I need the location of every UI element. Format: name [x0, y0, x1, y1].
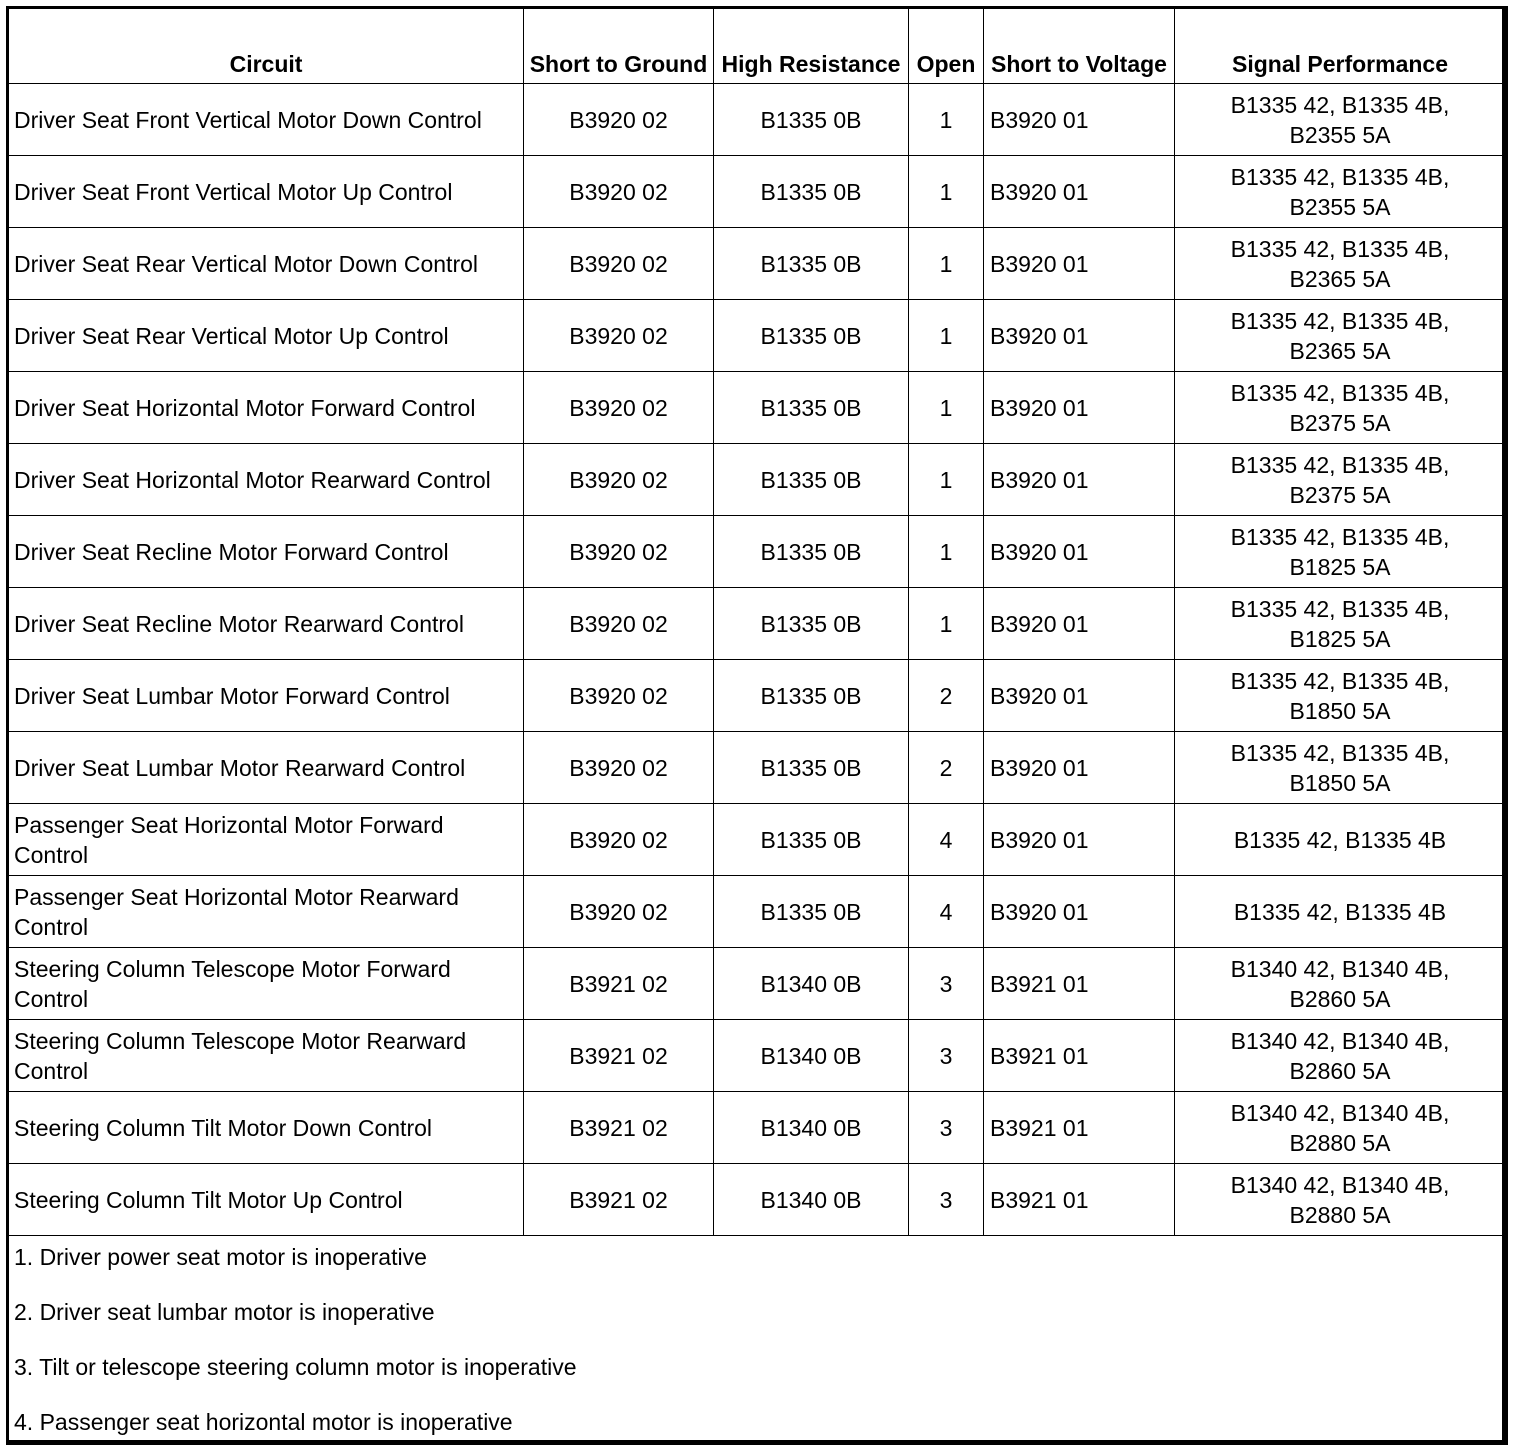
cell-short-to-ground: B3920 02: [524, 84, 714, 156]
cell-open: 1: [909, 84, 984, 156]
cell-short-to-voltage: B3921 01: [984, 1164, 1175, 1236]
cell-circuit: Driver Seat Rear Vertical Motor Down Control: [8, 228, 524, 300]
cell-open: 2: [909, 660, 984, 732]
cell-high-resistance: B1335 0B: [714, 444, 909, 516]
cell-short-to-voltage: B3920 01: [984, 84, 1175, 156]
cell-open: 1: [909, 228, 984, 300]
cell-signal-performance: B1335 42, B1335 4B, B2365 5A: [1175, 228, 1507, 300]
cell-high-resistance: B1340 0B: [714, 1164, 909, 1236]
cell-high-resistance: B1335 0B: [714, 516, 909, 588]
cell-signal-performance: B1335 42, B1335 4B, B2355 5A: [1175, 84, 1507, 156]
cell-short-to-ground: B3920 02: [524, 300, 714, 372]
cell-short-to-ground: B3920 02: [524, 228, 714, 300]
table-row: [8, 84, 1507, 156]
table-row: [8, 1092, 1507, 1164]
cell-signal-performance: B1335 42, B1335 4B, B1825 5A: [1175, 516, 1507, 588]
cell-short-to-voltage: B3920 01: [984, 372, 1175, 444]
cell-short-to-ground: B3921 02: [524, 1164, 714, 1236]
cell-short-to-ground: B3920 02: [524, 804, 714, 876]
table-row: [8, 1164, 1507, 1236]
cell-short-to-voltage: B3920 01: [984, 156, 1175, 228]
cell-high-resistance: B1335 0B: [714, 228, 909, 300]
cell-open: 3: [909, 1020, 984, 1092]
cell-open: 3: [909, 1164, 984, 1236]
cell-short-to-voltage: B3920 01: [984, 804, 1175, 876]
cell-circuit: Driver Seat Front Vertical Motor Down Control: [8, 84, 524, 156]
cell-circuit: Steering Column Tilt Motor Down Control: [8, 1092, 524, 1164]
cell-short-to-ground: B3920 02: [524, 516, 714, 588]
header-short-to-ground: Short to Ground: [524, 8, 714, 84]
cell-high-resistance: B1335 0B: [714, 732, 909, 804]
header-open: Open: [909, 8, 984, 84]
cell-open: 1: [909, 300, 984, 372]
cell-signal-performance: B1335 42, B1335 4B, B2365 5A: [1175, 300, 1507, 372]
cell-short-to-ground: B3920 02: [524, 156, 714, 228]
cell-signal-performance: B1340 42, B1340 4B, B2880 5A: [1175, 1164, 1507, 1236]
cell-short-to-ground: B3921 02: [524, 1092, 714, 1164]
cell-circuit: Steering Column Telescope Motor Forward Control: [8, 948, 524, 1020]
cell-short-to-voltage: B3920 01: [984, 588, 1175, 660]
cell-circuit: Driver Seat Horizontal Motor Forward Control: [8, 372, 524, 444]
note-3: 3. Tilt or telescope steering column motor is inoperative: [14, 1354, 577, 1380]
cell-circuit: Driver Seat Front Vertical Motor Up Control: [8, 156, 524, 228]
table-row: [8, 156, 1507, 228]
table-row: [8, 588, 1507, 660]
cell-signal-performance: B1340 42, B1340 4B, B2860 5A: [1175, 1020, 1507, 1092]
cell-open: 3: [909, 948, 984, 1020]
cell-high-resistance: B1340 0B: [714, 948, 909, 1020]
cell-short-to-voltage: B3920 01: [984, 228, 1175, 300]
cell-short-to-voltage: B3920 01: [984, 300, 1175, 372]
cell-open: 1: [909, 372, 984, 444]
cell-short-to-ground: B3921 02: [524, 948, 714, 1020]
table-row: [8, 948, 1507, 1020]
cell-open: 2: [909, 732, 984, 804]
cell-short-to-voltage: B3920 01: [984, 732, 1175, 804]
cell-circuit: Driver Seat Recline Motor Rearward Control: [8, 588, 524, 660]
table-header-row: [8, 8, 1507, 84]
header-signal-performance: Signal Performance: [1175, 8, 1507, 84]
cell-short-to-voltage: B3920 01: [984, 660, 1175, 732]
cell-open: 1: [909, 588, 984, 660]
note-1: 1. Driver power seat motor is inoperative: [14, 1244, 427, 1270]
cell-signal-performance: B1335 42, B1335 4B, B2375 5A: [1175, 444, 1507, 516]
cell-high-resistance: B1335 0B: [714, 300, 909, 372]
cell-open: 3: [909, 1092, 984, 1164]
cell-high-resistance: B1335 0B: [714, 660, 909, 732]
cell-short-to-voltage: B3921 01: [984, 948, 1175, 1020]
cell-short-to-voltage: B3921 01: [984, 1092, 1175, 1164]
cell-high-resistance: B1335 0B: [714, 84, 909, 156]
circuit-dtc-table: [6, 6, 1508, 1445]
table-row: [8, 444, 1507, 516]
cell-short-to-voltage: B3920 01: [984, 876, 1175, 948]
cell-high-resistance: B1340 0B: [714, 1092, 909, 1164]
cell-high-resistance: B1335 0B: [714, 804, 909, 876]
cell-open: 4: [909, 804, 984, 876]
cell-short-to-voltage: B3920 01: [984, 444, 1175, 516]
cell-short-to-ground: B3920 02: [524, 732, 714, 804]
cell-short-to-ground: B3920 02: [524, 372, 714, 444]
cell-short-to-voltage: B3921 01: [984, 1020, 1175, 1092]
cell-high-resistance: B1340 0B: [714, 1020, 909, 1092]
cell-high-resistance: B1335 0B: [714, 876, 909, 948]
cell-signal-performance: B1335 42, B1335 4B, B1850 5A: [1175, 660, 1507, 732]
table-row: [8, 516, 1507, 588]
table-row: [8, 1020, 1507, 1092]
cell-short-to-ground: B3920 02: [524, 444, 714, 516]
cell-circuit: Driver Seat Recline Motor Forward Control: [8, 516, 524, 588]
header-high-resistance: High Resistance: [714, 8, 909, 84]
cell-signal-performance: B1340 42, B1340 4B, B2860 5A: [1175, 948, 1507, 1020]
cell-signal-performance: B1340 42, B1340 4B, B2880 5A: [1175, 1092, 1507, 1164]
table-row: [8, 804, 1507, 876]
cell-short-to-ground: B3920 02: [524, 876, 714, 948]
header-short-to-voltage: Short to Voltage: [984, 8, 1175, 84]
header-circuit: Circuit: [8, 8, 524, 84]
cell-high-resistance: B1335 0B: [714, 156, 909, 228]
cell-open: 1: [909, 444, 984, 516]
cell-circuit: Passenger Seat Horizontal Motor Rearward Control: [8, 876, 524, 948]
cell-short-to-ground: B3920 02: [524, 660, 714, 732]
cell-signal-performance: B1335 42, B1335 4B, B1825 5A: [1175, 588, 1507, 660]
cell-circuit: Driver Seat Horizontal Motor Rearward Control: [8, 444, 524, 516]
cell-open: 4: [909, 876, 984, 948]
table-row: [8, 660, 1507, 732]
cell-circuit: Passenger Seat Horizontal Motor Forward Control: [8, 804, 524, 876]
dtc-table-sheet: [6, 6, 1505, 1443]
cell-circuit: Driver Seat Lumbar Motor Rearward Control: [8, 732, 524, 804]
cell-short-to-ground: B3920 02: [524, 588, 714, 660]
note-2: 2. Driver seat lumbar motor is inoperative: [14, 1299, 435, 1325]
cell-signal-performance: B1335 42, B1335 4B, B2355 5A: [1175, 156, 1507, 228]
cell-high-resistance: B1335 0B: [714, 588, 909, 660]
note-4: 4. Passenger seat horizontal motor is inoperative: [14, 1409, 513, 1435]
cell-signal-performance: B1335 42, B1335 4B: [1175, 804, 1507, 876]
cell-short-to-voltage: B3920 01: [984, 516, 1175, 588]
table-row: [8, 300, 1507, 372]
table-row: [8, 228, 1507, 300]
table-row: [8, 732, 1507, 804]
cell-circuit: Steering Column Tilt Motor Up Control: [8, 1164, 524, 1236]
table-row: [8, 372, 1507, 444]
cell-signal-performance: B1335 42, B1335 4B: [1175, 876, 1507, 948]
notes-row: [8, 1236, 1507, 1444]
cell-open: 1: [909, 516, 984, 588]
notes-cell: [8, 1236, 1507, 1444]
cell-signal-performance: B1335 42, B1335 4B, B2375 5A: [1175, 372, 1507, 444]
cell-open: 1: [909, 156, 984, 228]
cell-high-resistance: B1335 0B: [714, 372, 909, 444]
cell-signal-performance: B1335 42, B1335 4B, B1850 5A: [1175, 732, 1507, 804]
table-row: [8, 876, 1507, 948]
cell-circuit: Driver Seat Rear Vertical Motor Up Control: [8, 300, 524, 372]
cell-circuit: Driver Seat Lumbar Motor Forward Control: [8, 660, 524, 732]
cell-short-to-ground: B3921 02: [524, 1020, 714, 1092]
cell-circuit: Steering Column Telescope Motor Rearward Control: [8, 1020, 524, 1092]
